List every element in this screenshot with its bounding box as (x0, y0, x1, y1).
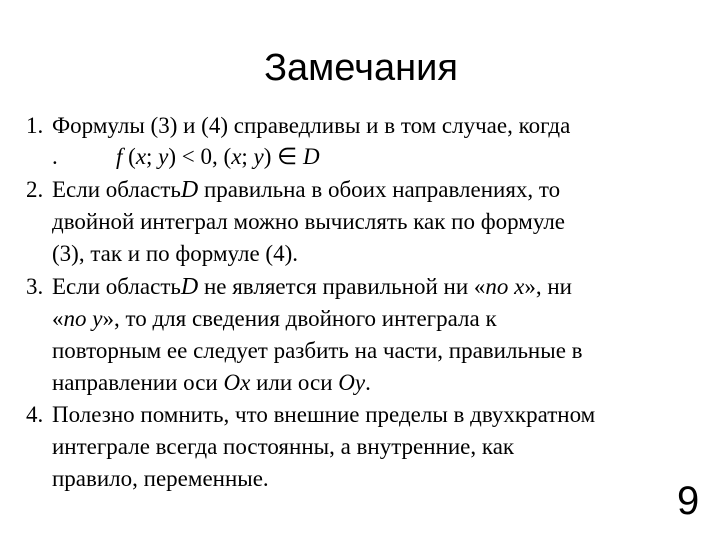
formula-sep2: ; (241, 144, 254, 169)
formula-open: ( (122, 144, 136, 169)
formula-x2: x (231, 144, 242, 169)
remark-4-number: 4. (26, 402, 44, 427)
remark-4-line-1: Полезно помнить, что внешние пределы в двухкратном (52, 402, 596, 427)
formula-y: y (158, 144, 169, 169)
formula-y2: y (253, 144, 264, 169)
formula-in: ) ∈ (263, 144, 303, 169)
formula-D: D (302, 144, 320, 169)
remark-3-line-2 (52, 305, 497, 333)
remark-1-formula (116, 143, 320, 171)
domain-D-symbol: D (180, 274, 199, 300)
remark-1-dot: . (52, 144, 58, 169)
remark-3-line-3: повторным ее следует разбить на части, правильные в (52, 338, 583, 363)
slide-title (0, 46, 720, 90)
remark-3-number: 3. (26, 274, 44, 299)
axis-ox: Ox (223, 370, 251, 395)
remark-2-text-b: правильна в обоих направлениях, то (198, 177, 561, 202)
remark-1-number: 1. (26, 113, 44, 138)
formula-sep: ; (146, 144, 159, 169)
remark-3-text-d: », то для сведения двойного интеграла к (102, 306, 497, 331)
domain-D-symbol: D (180, 177, 199, 203)
remark-3-by-x: по x (485, 274, 525, 299)
remark-3-text-a: Если область (52, 274, 181, 299)
remark-3-text-b: не является правильной ни « (198, 274, 486, 299)
formula-f: f (116, 144, 123, 169)
remark-2-line-2: двойной интеграл можно вычислять как по формуле (52, 209, 566, 234)
remark-3-line-4 (52, 369, 371, 397)
formula-x: x (135, 144, 147, 169)
remark-2-number: 2. (26, 177, 44, 202)
remark-2-line-3: (3), так и по формуле (4). (52, 241, 299, 266)
remark-3-period: . (365, 370, 371, 395)
remark-3-text-c: », ни (524, 274, 572, 299)
slide-page-number: 9 (677, 479, 700, 523)
remark-1-text: Формулы (3) и (4) справедливы и в том случае, когда (52, 113, 571, 138)
formula-cond: ) < 0, ( (168, 144, 232, 169)
remark-3-by-y: по y (63, 306, 103, 331)
remark-3-quote-open: « (52, 306, 64, 331)
remark-2-text-a: Если область (52, 177, 181, 202)
remark-4-line-2: интеграле всегда постоянны, а внутренние, как (52, 434, 515, 459)
remark-3-text-e: направлении оси (52, 370, 224, 395)
remark-4-line-3: правило, переменные. (52, 466, 269, 491)
axis-oy: Oy (338, 370, 366, 395)
slide-title-text: Замечания (264, 47, 458, 89)
remark-2-line-1 (52, 176, 560, 204)
remark-3-text-f: или оси (250, 370, 339, 395)
remark-3-line-1 (52, 273, 572, 301)
